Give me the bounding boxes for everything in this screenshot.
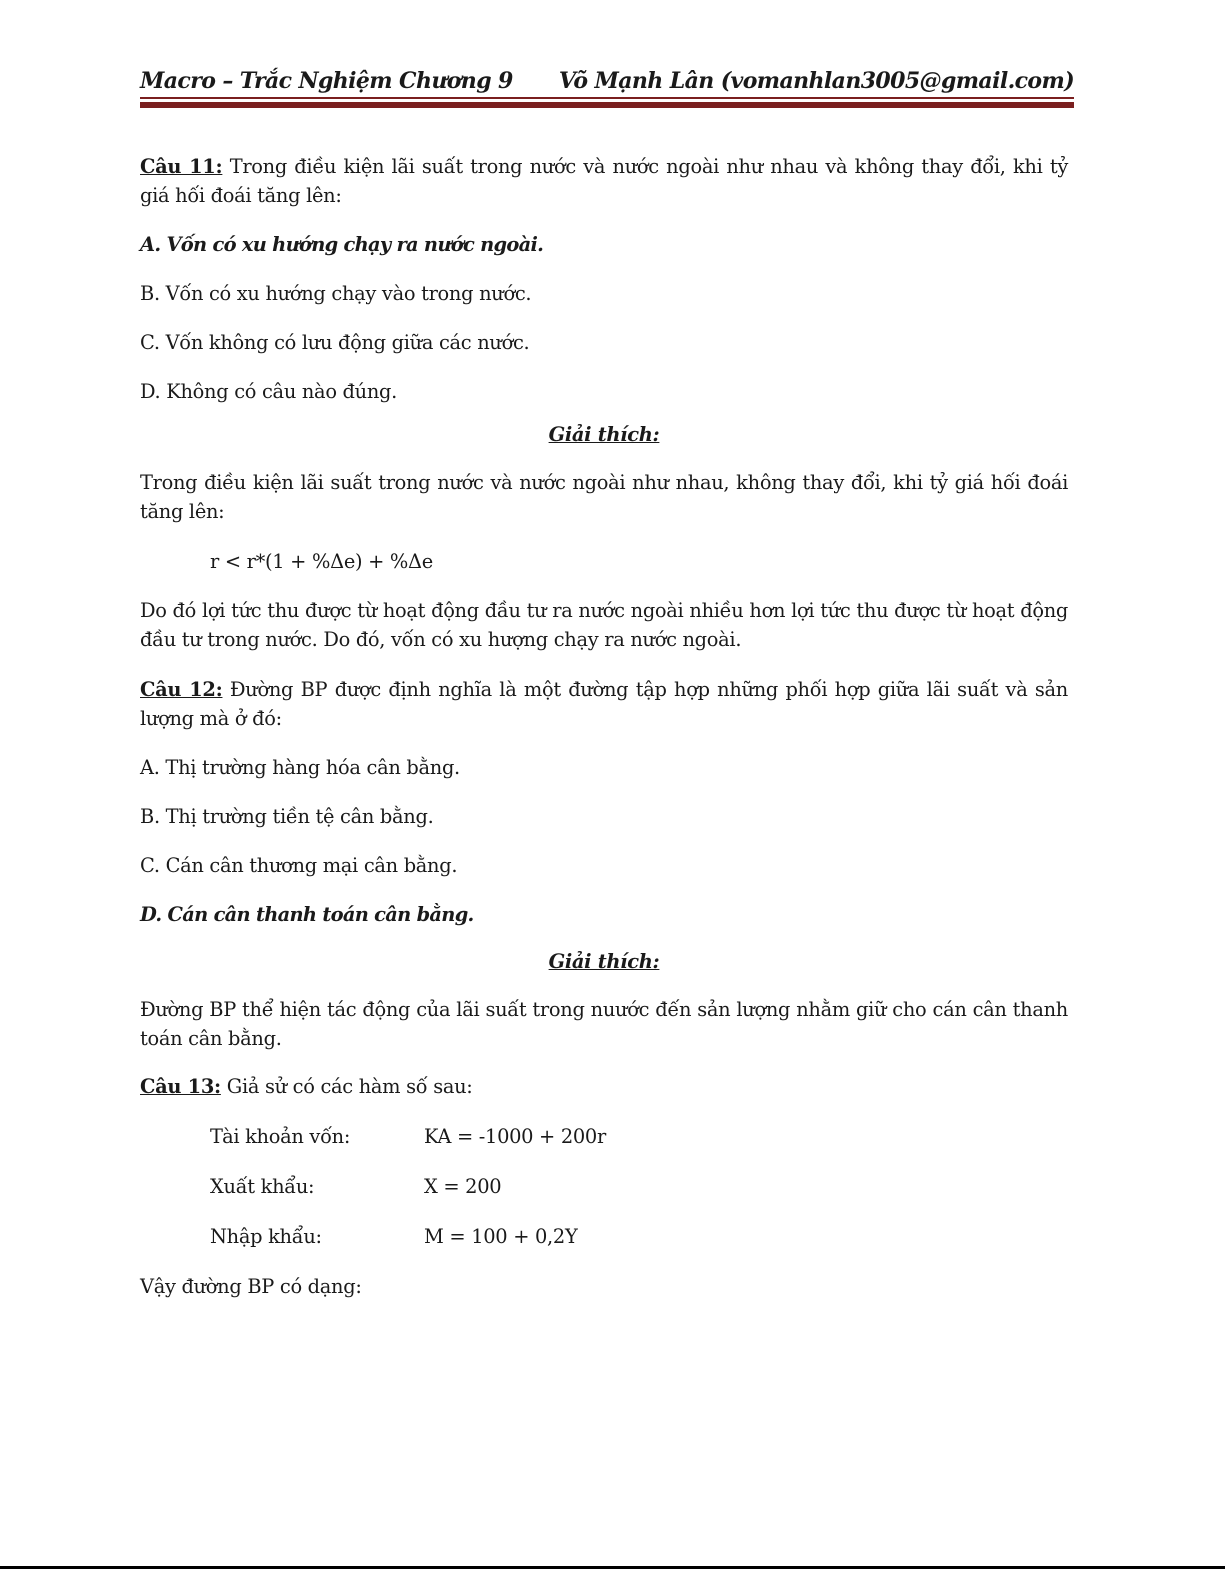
q11-option-c: C. Vốn không có lưu động giữa các nước. <box>140 331 530 354</box>
q12-explain-title: Giải thích: <box>548 950 660 973</box>
q13-row-imports <box>140 1222 1068 1251</box>
question-13-label: Câu 13: <box>140 1075 221 1098</box>
q13-row-label: Xuất khẩu: <box>210 1175 315 1198</box>
header-title: Macro – Trắc Nghiệm Chương 9 <box>140 68 513 94</box>
header-rule-thick <box>140 102 1074 108</box>
q13-row-equation: M = 100 + 0,2Y <box>424 1225 578 1248</box>
document-body <box>140 152 1068 1301</box>
q12-option-b: B. Thị trường tiền tệ cân bằng. <box>140 805 434 828</box>
q13-row-exports <box>140 1172 1068 1201</box>
header-author: Võ Mạnh Lân (vomanhlan3005@gmail.com) <box>558 68 1074 94</box>
q11-option-d: D. Không có câu nào đúng. <box>140 380 398 403</box>
question-11-text: Trong điều kiện lãi suất trong nước và nước ngoài như nhau và không thay đổi, khi tỷ giá hối đoái tăng lên: <box>140 155 1068 207</box>
question-12-label: Câu 12: <box>140 678 223 701</box>
question-12-text: Đường BP được định nghĩa là một đường tập hợp những phối hợp giữa lãi suất và sản lượng mà ở đó: <box>140 678 1068 730</box>
question-12 <box>140 675 1068 733</box>
q11-explain-1: Trong điều kiện lãi suất trong nước và nước ngoài như nhau, không thay đổi, khi tỷ giá hối đoái tăng lên: <box>140 471 1068 523</box>
question-13 <box>140 1072 1068 1101</box>
q13-row-capital-account <box>140 1122 1068 1151</box>
q13-question: Vậy đường BP có dạng: <box>140 1275 362 1298</box>
q13-row-label: Nhập khẩu: <box>210 1225 322 1248</box>
question-13-text: Giả sử có các hàm số sau: <box>220 1075 473 1098</box>
q12-option-d: D. Cán cân thanh toán cân bằng. <box>140 903 474 926</box>
page-bottom-border <box>0 1566 1225 1569</box>
q12-explain-1: Đường BP thể hiện tác động của lãi suất trong nuước đến sản lượng nhằm giữ cho cán cân thanh toán cân bằng. <box>140 998 1068 1050</box>
q11-formula: r < r*(1 + %Δe) + %Δe <box>210 550 433 573</box>
q13-row-label: Tài khoản vốn: <box>210 1125 351 1148</box>
question-11 <box>140 152 1068 210</box>
q12-option-a: A. Thị trường hàng hóa cân bằng. <box>140 756 460 779</box>
q13-row-equation: KA = -1000 + 200r <box>424 1125 606 1148</box>
q11-option-a: A. Vốn có xu hướng chạy ra nước ngoài. <box>140 233 544 256</box>
page-header <box>140 64 1074 94</box>
q12-option-c: C. Cán cân thương mại cân bằng. <box>140 854 458 877</box>
question-11-label: Câu 11: <box>140 155 223 178</box>
q11-option-b: B. Vốn có xu hướng chạy vào trong nước. <box>140 282 532 305</box>
q11-explain-2: Do đó lợi tức thu được từ hoạt động đầu tư ra nước ngoài nhiều hơn lợi tức thu được từ hoạt động đầu tư trong nước. Do đó, vốn có xu hượng chạy ra nước ngoài. <box>140 599 1068 651</box>
q11-explain-title: Giải thích: <box>548 423 660 446</box>
q13-row-equation: X = 200 <box>424 1175 502 1198</box>
header-rule-thin <box>140 97 1074 99</box>
